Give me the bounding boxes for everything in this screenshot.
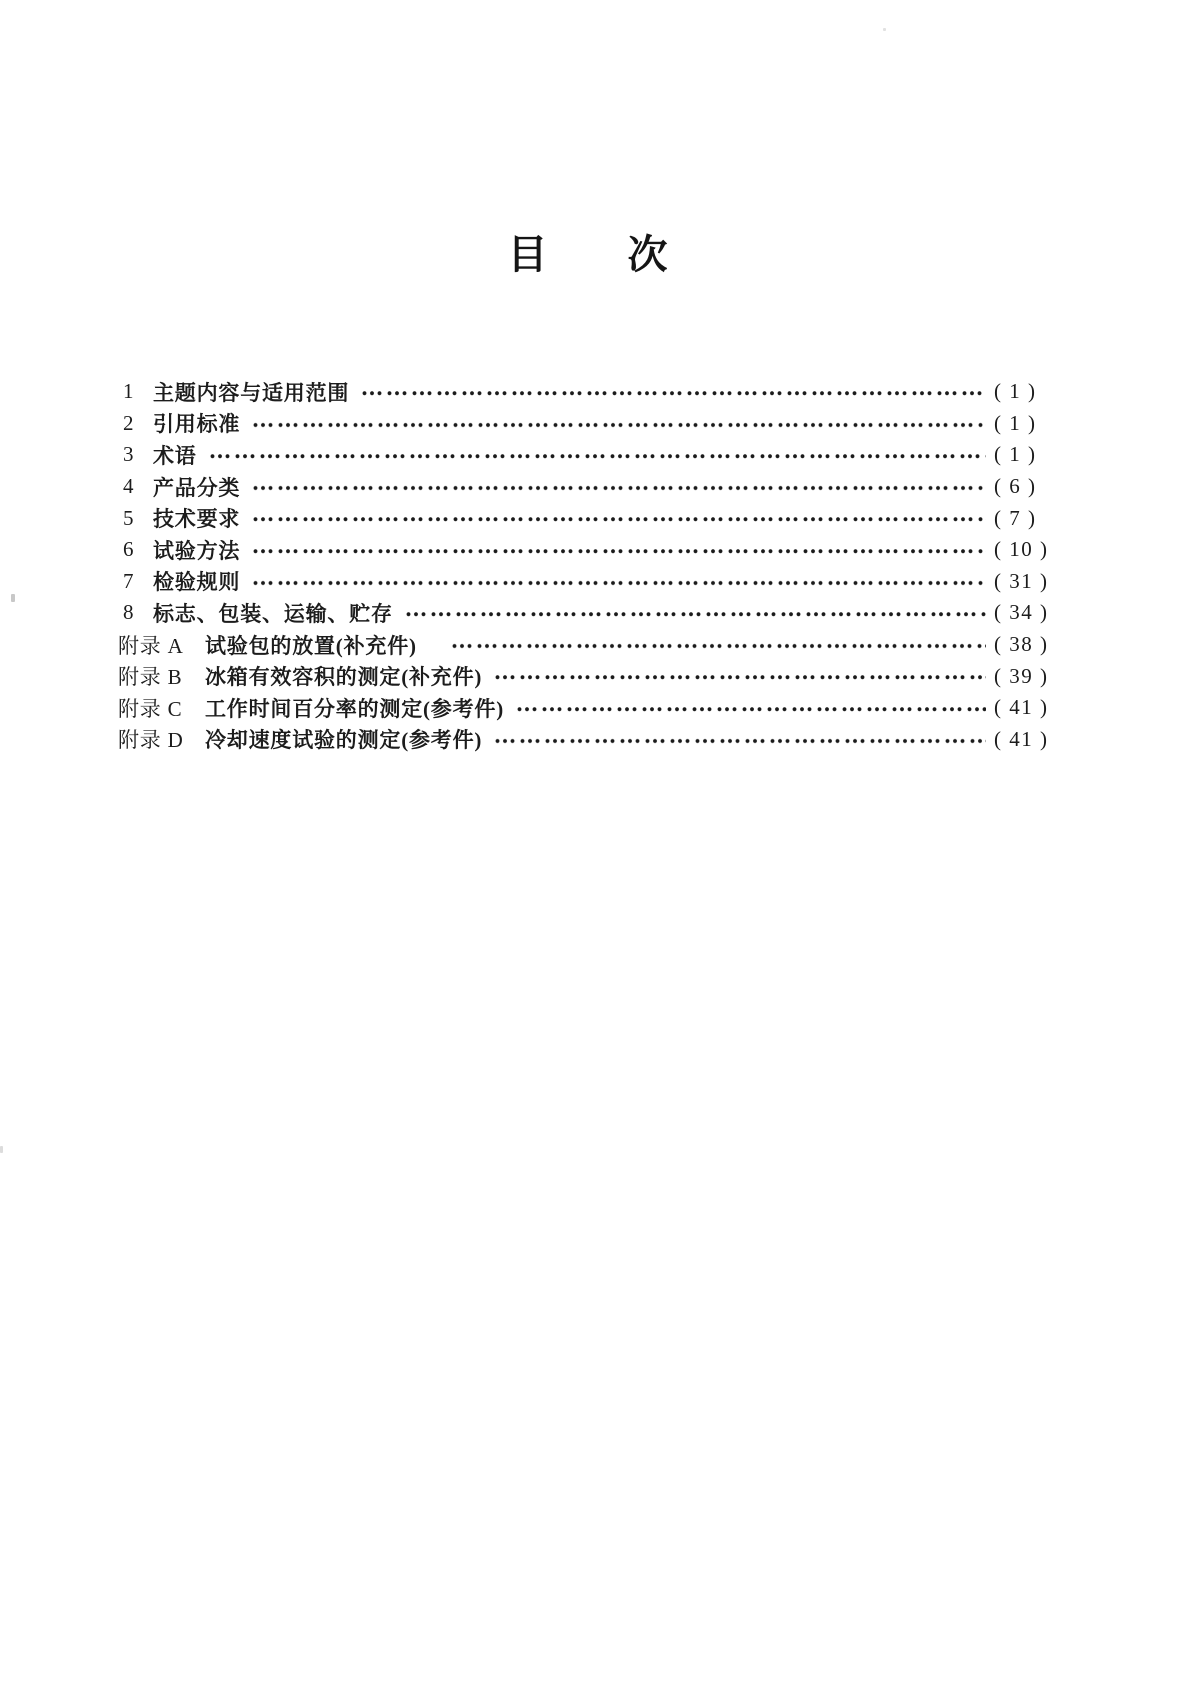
toc-item-title: 试验方法 — [153, 538, 241, 563]
toc-item-number: 5 — [123, 505, 135, 530]
dot-leader — [516, 692, 986, 724]
dot-leader — [209, 439, 986, 471]
dot-leader — [494, 724, 986, 756]
toc-row — [118, 502, 1060, 534]
toc-page-number: ( 1 ) — [994, 410, 1037, 435]
toc-item-title: 试验包的放置(补充件) — [205, 633, 439, 658]
toc-row — [118, 534, 1060, 566]
toc-item-title: 标志、包装、运输、贮存 — [153, 601, 393, 626]
toc-appendix-label: 附录 B — [118, 665, 183, 690]
dot-leader — [252, 471, 986, 503]
dot-leader — [252, 534, 986, 566]
toc-item-title: 技术要求 — [153, 507, 241, 532]
dot-leader — [494, 660, 986, 692]
toc-item-number: 1 — [123, 379, 135, 404]
toc-page-number: ( 41 ) — [994, 726, 1049, 751]
toc-item-title: 冷却速度试验的测定(参考件) — [205, 728, 483, 753]
dot-leader — [361, 376, 986, 408]
toc-item-title: 引用标准 — [153, 412, 241, 437]
toc-item-title: 工作时间百分率的测定(参考件) — [205, 696, 504, 721]
toc-page-number: ( 6 ) — [994, 474, 1037, 499]
toc-page-number: ( 38 ) — [994, 632, 1049, 657]
toc-page-number: ( 31 ) — [994, 568, 1049, 593]
scan-speck — [883, 28, 886, 31]
toc-item-title: 检验规则 — [153, 570, 241, 595]
toc-row — [118, 660, 1060, 692]
toc-page-number: ( 7 ) — [994, 505, 1037, 530]
dot-leader — [451, 629, 986, 661]
scan-speck — [11, 594, 15, 602]
table-of-contents — [118, 376, 1060, 755]
toc-item-number: 2 — [123, 410, 135, 435]
toc-appendix-label: 附录 A — [118, 633, 184, 658]
toc-row — [118, 376, 1060, 408]
toc-row — [118, 471, 1060, 503]
toc-page-number: ( 41 ) — [994, 695, 1049, 720]
toc-item-number: 8 — [123, 600, 135, 625]
toc-item-title: 产品分类 — [153, 475, 241, 500]
toc-row — [118, 629, 1060, 661]
toc-page-number: ( 34 ) — [994, 600, 1049, 625]
toc-item-number: 6 — [123, 537, 135, 562]
toc-item-number: 4 — [123, 474, 135, 499]
toc-page-number: ( 10 ) — [994, 537, 1049, 562]
toc-row — [118, 439, 1060, 471]
toc-row — [118, 566, 1060, 598]
toc-item-title: 主题内容与适用范围 — [153, 380, 350, 405]
scan-speck — [0, 1146, 3, 1153]
dot-leader — [252, 408, 986, 440]
toc-row — [118, 597, 1060, 629]
dot-leader — [252, 502, 986, 534]
toc-row — [118, 408, 1060, 440]
toc-row — [118, 692, 1060, 724]
toc-item-title: 术语 — [153, 443, 197, 468]
page-title: 目 次 — [507, 233, 668, 277]
toc-item-number: 7 — [123, 568, 135, 593]
toc-item-title: 冰箱有效容积的测定(补充件) — [205, 665, 483, 690]
dot-leader — [252, 566, 986, 598]
toc-appendix-label: 附录 C — [118, 696, 183, 721]
toc-item-number: 3 — [123, 442, 135, 467]
toc-page-number: ( 39 ) — [994, 663, 1049, 688]
toc-appendix-label: 附录 D — [118, 728, 184, 753]
dot-leader — [405, 597, 986, 629]
toc-page-number: ( 1 ) — [994, 442, 1037, 467]
toc-page-number: ( 1 ) — [994, 379, 1037, 404]
toc-row — [118, 724, 1060, 756]
